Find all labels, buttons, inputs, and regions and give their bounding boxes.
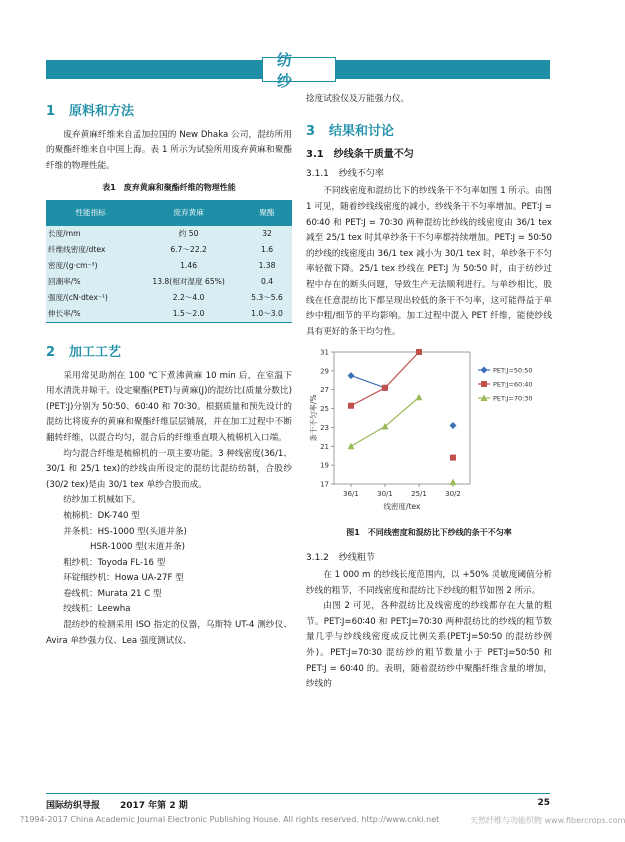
legend-label: PET:J=50:50 xyxy=(493,366,533,375)
header-title: 纺 纱 xyxy=(262,57,336,82)
section-1-heading xyxy=(46,104,292,120)
table-cell: 纤维线密度/dtex xyxy=(46,242,135,258)
table-cell: 0.4 xyxy=(242,274,292,290)
table-header: 性能指标 xyxy=(46,200,135,226)
machine-item: 粗纱机：Toyoda FL-16 型 xyxy=(63,557,166,568)
x-tick-label: 25/1 xyxy=(411,490,427,499)
legend-label: PET:J=70:30 xyxy=(493,394,533,403)
section-title: 结果和讨论 xyxy=(329,123,395,139)
table-cell: 伸长率/% xyxy=(46,306,135,323)
section-number: 1 xyxy=(46,104,56,119)
series-line xyxy=(351,398,419,447)
x-tick-label: 30/1 xyxy=(377,490,393,499)
y-tick-label: 23 xyxy=(320,424,329,433)
subsection-number: 3.1.1 xyxy=(306,168,329,179)
machine-item: 并条机：HS-1000 型(头道并条) xyxy=(63,526,187,537)
data-point xyxy=(416,394,423,401)
section-title: 加工工艺 xyxy=(69,344,122,360)
section-2-paragraph-2: 均匀混合纤维是梳棉机的一项主要功能。3 种线密度(36/1、30/1 和 25/1 tex)的纱线由所设定的混纺比混纺纺制，合股纱(30/2 tex)是由 30/1 tex 单纱合股而成。 xyxy=(46,448,292,490)
data-point xyxy=(416,349,422,355)
subsection-title: 纱线粗节 xyxy=(338,552,375,563)
copyright-text: ?1994-2017 China Academic Journal Electronic Publishing House. All rights reserved. http://www.cnki.net xyxy=(20,815,440,824)
table-row xyxy=(46,274,292,290)
table-cell: 约 50 xyxy=(135,226,242,242)
data-point xyxy=(382,385,388,391)
table-cell: 1.38 xyxy=(242,258,292,274)
paragraph-3-1-2-a: 在 1 000 m 的纱线长度范围内，以 +50% 灵敏度阈值分析纱线的粗节，不同线密度和混纺比下纱线的粗节如图 2 所示。 xyxy=(306,570,552,596)
data-point xyxy=(348,372,355,379)
figure-1-caption: 图1 不同线密度和混纺比下纱线的条干不匀率 xyxy=(346,527,512,537)
legend-marker xyxy=(481,381,487,387)
subsection-title: 纱线不匀率 xyxy=(338,168,384,179)
machine-item: 绞线机：Leewha xyxy=(63,604,131,615)
section-2-paragraph-4: 混纺纱的检测采用 ISO 指定的仪器，乌斯特 UT-4 测纱仪、Avira 单纱强力仪、Lea 强度测试仪、 xyxy=(46,620,292,646)
subsection-number: 3.1.2 xyxy=(306,552,329,563)
table-row xyxy=(46,306,292,323)
table-cell: 强度/(cN·dtex⁻¹) xyxy=(46,290,135,306)
y-tick-label: 27 xyxy=(320,386,329,395)
subsection-3-1-heading xyxy=(306,147,552,163)
paragraph-3-1-2-b: 由图 2 可见，各种混纺比及线密度的纱线都存在大量的粗节。PET∶J=60∶40 和 PET∶J=70∶30 两种混纺比的纱线的粗节数量几乎与纱线线密度成反比例关系(PET∶J=50∶50 的混纺纱例外)。PET∶J=70∶30 混纺纱的粗节数量小于 PET∶J=50∶50 和 PET∶J = 60∶40 的。表明，随着混纺纱中聚酯纤维含量的增加，纱线的 xyxy=(306,601,552,690)
data-point xyxy=(450,479,457,486)
right-column xyxy=(306,92,552,693)
legend-marker xyxy=(481,367,488,374)
section-3-heading xyxy=(306,124,552,140)
x-axis-label: 线密度/tex xyxy=(383,502,421,512)
table-cell: 5.3～5.6 xyxy=(242,290,292,306)
table-row xyxy=(46,226,292,242)
subsection-3-1-1-heading xyxy=(306,167,552,183)
left-column xyxy=(46,96,292,649)
subsection-title: 纱线条干质量不匀 xyxy=(333,149,414,161)
section-number: 2 xyxy=(46,344,56,360)
table-cell: 2.2～4.0 xyxy=(135,290,242,306)
table-cell: 1.6 xyxy=(242,242,292,258)
plot-area xyxy=(334,352,470,484)
figure-1-line-chart xyxy=(306,344,554,516)
data-point xyxy=(450,455,456,461)
watermark-text: 天然纤维与功能织物 www.fibercrops.com xyxy=(470,816,625,825)
section-2-paragraph-1: 采用常见助剂在 100 ℃下煮沸黄麻 10 min 后，在室温下用水清洗并晾干。设定聚酯(PET)与黄麻(J)的混纺比(质量分数比)(PET∶J)分别为 50∶50、60∶40 和 70∶30。根据质量和预先设计的混纺比将废弃的黄麻和聚酯纤维层层铺展，并在加工过程中不断翻转纤维，以混合均匀，混合后的纤维垂直喂入梳棉机入口端。 xyxy=(46,370,292,443)
table-cell: 1.46 xyxy=(135,258,242,274)
issue-number: 2017 年第 2 期 xyxy=(120,801,188,811)
y-tick-label: 25 xyxy=(320,405,329,414)
paragraph-3-1-1: 不同线密度和混纺比下的纱线条干不匀率如图 1 所示。由图 1 可见，随着纱线线密度的减小，纱线条干不匀率增加。PET∶J = 60∶40 和 PET∶J = 70∶30 两种混纺比纱线的线密度由 36/1 tex 减至 25/1 tex 时其单纱条干不匀率都持续增加。PET∶J = 50∶50 的纱线的线密度由 36/1 tex 减小为 30/1 tex 时，单纱条干不匀率轻微下降。25/1 tex 纱线在 PET∶J 为 50∶50 时，由于纺纱过程中存在的断头问题，导致生产无法顺利进行。与单纱相比，股线在任意混纺比下都呈现出较低的条干不匀率，这可能得益于单纱中粗/细节的平均影响。加工过程中混入 PET 纤维，能使纱线具有更好的条干均匀性。 xyxy=(306,186,552,337)
continued-text: 捻度试验仪及万能强力仪。 xyxy=(306,94,410,104)
table-1 xyxy=(46,200,292,323)
series-line xyxy=(351,376,385,388)
legend-label: PET:J=60:40 xyxy=(493,380,533,389)
table-cell: 32 xyxy=(242,226,292,242)
y-tick-label: 19 xyxy=(320,461,329,470)
machine-item: 卷线机：Murata 21 C 型 xyxy=(63,588,162,599)
table-row xyxy=(46,290,292,306)
table-cell: 回潮率/% xyxy=(46,274,135,290)
table-header: 废弃黄麻 xyxy=(135,200,242,226)
table-row xyxy=(46,242,292,258)
table-cell: 1.0～3.0 xyxy=(242,306,292,323)
data-point xyxy=(450,422,457,429)
y-tick-label: 21 xyxy=(320,443,329,452)
table-1-caption: 表1 废弃黄麻和聚酯纤维的物理性能 xyxy=(102,183,236,193)
y-tick-label: 17 xyxy=(320,480,329,489)
section-2-paragraph-3: 纺纱加工机械如下。 xyxy=(63,495,141,506)
page-number: 25 xyxy=(537,798,550,808)
y-tick-label: 29 xyxy=(320,367,329,376)
data-point xyxy=(348,443,355,450)
x-tick-label: 30/2 xyxy=(445,490,461,499)
section-number: 3 xyxy=(306,123,316,139)
subsection-3-1-2-heading xyxy=(306,551,552,567)
table-cell: 1.5～2.0 xyxy=(135,306,242,323)
machine-item: HSR-1000 型(末道并条) xyxy=(90,542,185,553)
section-1-paragraph: 废弃黄麻纤维来自孟加拉国的 New Dhaka 公司，混纺所用的聚酯纤维来自中国上海。表 1 所示为试验所用废弃黄麻和聚酯纤维的物理性能。 xyxy=(46,129,292,171)
table-cell: 长度/mm xyxy=(46,226,135,242)
table-cell: 密度/(g·cm⁻³) xyxy=(46,258,135,274)
y-axis-label: 条干不匀率/% xyxy=(309,394,318,442)
data-point xyxy=(348,403,354,409)
y-tick-label: 31 xyxy=(320,348,329,357)
table-row xyxy=(46,258,292,274)
table-cell: 13.8(相对湿度 65%) xyxy=(135,274,242,290)
footer xyxy=(46,793,550,811)
x-tick-label: 36/1 xyxy=(343,490,359,499)
section-2-heading xyxy=(46,345,292,361)
subsection-number: 3.1 xyxy=(306,149,324,161)
machine-item: 环锭细纱机：Howa UA-27F 型 xyxy=(63,573,184,584)
table-header: 聚酯 xyxy=(242,200,292,226)
section-title: 原料和方法 xyxy=(69,104,135,119)
machine-item: 梳棉机：DK-740 型 xyxy=(63,510,140,521)
table-cell: 6.7～22.2 xyxy=(135,242,242,258)
journal-name: 国际纺织导报 xyxy=(46,801,101,811)
